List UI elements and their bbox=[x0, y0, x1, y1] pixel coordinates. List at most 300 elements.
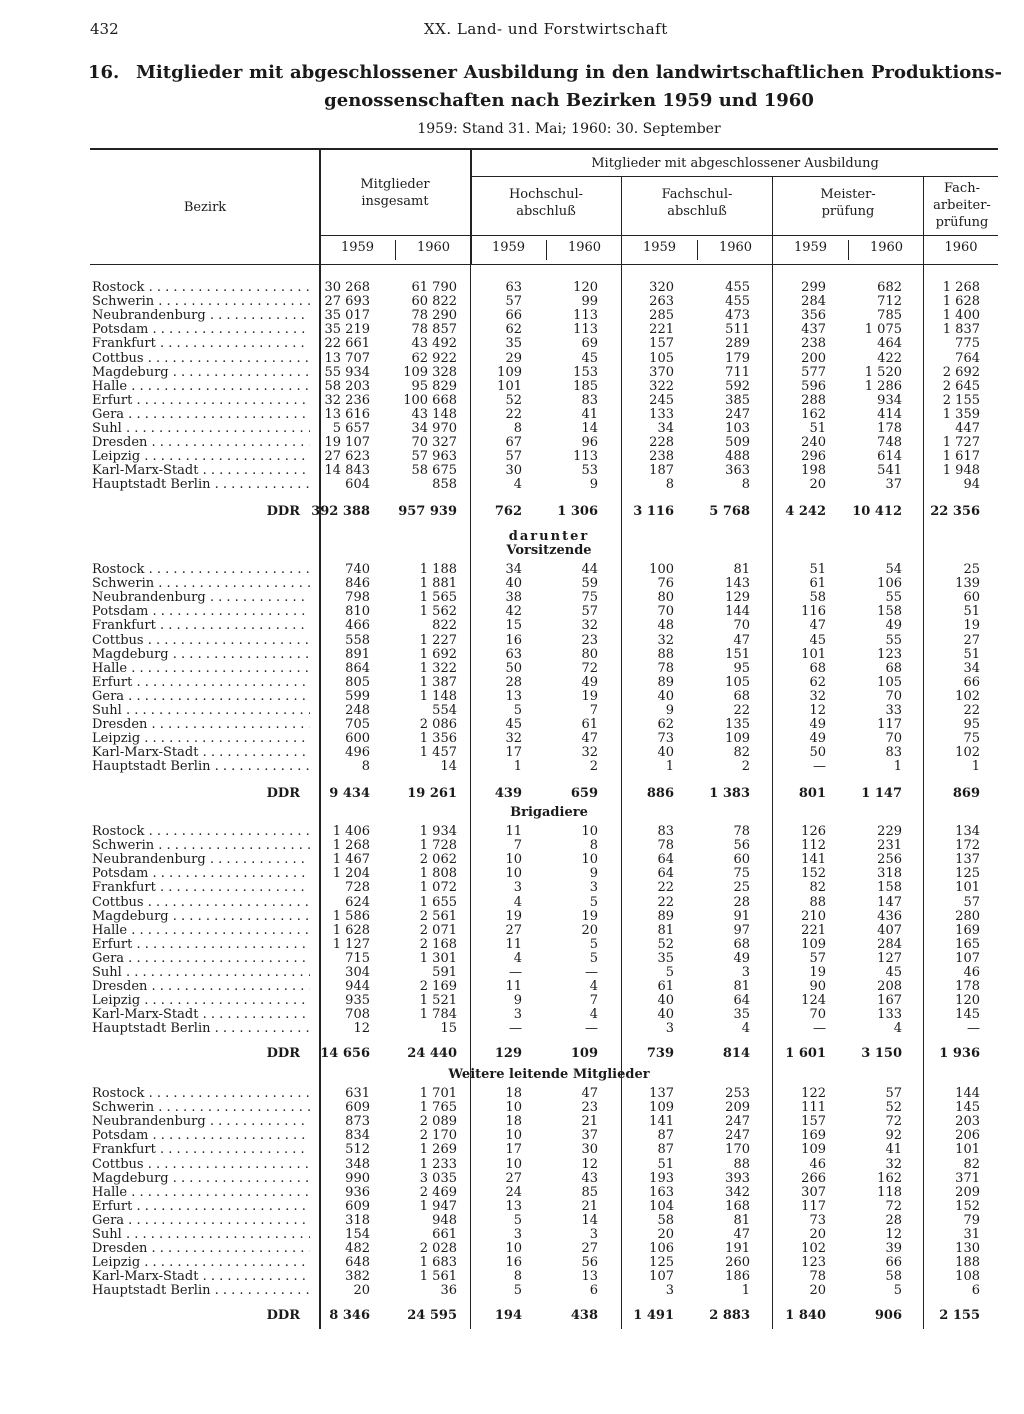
cell-value: 1 948 bbox=[942, 463, 980, 479]
cell-value: 178 bbox=[955, 979, 980, 995]
cell-value: 382 bbox=[345, 1269, 370, 1285]
cell-value: 70 bbox=[885, 731, 902, 747]
cell-value: 1 520 bbox=[864, 364, 902, 380]
cell-value: 32 bbox=[505, 731, 522, 747]
cell-value: 57 bbox=[505, 449, 522, 465]
cell-value: 19 bbox=[505, 908, 522, 924]
cell-value: 370 bbox=[649, 364, 674, 380]
cell-value: 19 107 bbox=[324, 435, 370, 451]
cell-value: 16 bbox=[505, 1255, 522, 1271]
cell-value: 57 bbox=[963, 894, 980, 910]
cell-value: 92 bbox=[885, 1128, 902, 1144]
cell-value: 1 301 bbox=[419, 950, 457, 966]
cell-value: 186 bbox=[725, 1269, 750, 1285]
cell-value: 123 bbox=[801, 1255, 826, 1271]
cell-value: 1 269 bbox=[419, 1142, 457, 1158]
cell-value: 3 bbox=[513, 1227, 522, 1242]
table-row bbox=[0, 591, 1024, 605]
cell-value: 11 bbox=[505, 936, 522, 952]
header-year-1960-fachschul: 1960 bbox=[718, 240, 753, 255]
total-value: 24 595 bbox=[407, 1308, 457, 1323]
total-row bbox=[0, 1047, 1024, 1061]
cell-value: 61 bbox=[657, 979, 674, 995]
total-row bbox=[0, 787, 1024, 801]
cell-value: 109 bbox=[497, 364, 522, 380]
table-title-line-2: genossenschaften nach Bezirken 1959 und 1960 bbox=[324, 90, 814, 111]
cell-value: 73 bbox=[809, 1212, 826, 1228]
header-rule-years bbox=[320, 235, 998, 236]
cell-value: 51 bbox=[809, 421, 826, 436]
cell-value: 1 808 bbox=[419, 866, 457, 882]
cell-value: 3 bbox=[665, 1283, 674, 1299]
bezirk-label: Suhl . . . bbox=[92, 1228, 310, 1242]
cell-value: — bbox=[813, 1021, 826, 1037]
table-row bbox=[0, 478, 1024, 492]
cell-value: 141 bbox=[801, 852, 826, 868]
cell-value: 100 bbox=[649, 562, 674, 577]
cell-value: 22 bbox=[505, 406, 522, 422]
cell-value: 170 bbox=[725, 1142, 750, 1158]
cell-value: 17 bbox=[505, 745, 522, 761]
cell-value: 1 188 bbox=[419, 562, 457, 577]
cell-value: 40 bbox=[657, 688, 674, 704]
cell-value: 111 bbox=[801, 1100, 826, 1116]
cell-value: 6 bbox=[589, 1283, 598, 1299]
table-row bbox=[0, 746, 1024, 760]
cell-value: 32 bbox=[581, 745, 598, 761]
cell-value: 72 bbox=[581, 660, 598, 676]
total-label: DDR bbox=[266, 504, 300, 519]
bezirk-label: Hauptstadt Berlin . . . bbox=[92, 1284, 310, 1298]
cell-value: 27 bbox=[963, 632, 980, 648]
total-value: 1 491 bbox=[633, 1308, 674, 1323]
cell-value: 1 233 bbox=[419, 1156, 457, 1172]
table-row bbox=[0, 436, 1024, 450]
cell-value: 58 675 bbox=[411, 463, 457, 479]
total-row bbox=[0, 505, 1024, 519]
table-row bbox=[0, 1158, 1024, 1172]
table-row bbox=[0, 896, 1024, 910]
header-hochschul: Hochschul-abschluß bbox=[508, 187, 584, 219]
cell-value: 18 bbox=[505, 1114, 522, 1130]
cell-value: 247 bbox=[725, 1114, 750, 1130]
cell-value: 41 bbox=[885, 1142, 902, 1158]
table-row bbox=[0, 619, 1024, 633]
cell-value: 1 286 bbox=[864, 378, 902, 394]
cell-value: 322 bbox=[649, 378, 674, 394]
cell-value: 28 bbox=[505, 674, 522, 690]
total-row bbox=[0, 1309, 1024, 1323]
cell-value: 798 bbox=[345, 590, 370, 606]
cell-value: 82 bbox=[809, 880, 826, 896]
cell-value: 231 bbox=[877, 838, 902, 854]
cell-value: 70 bbox=[809, 1007, 826, 1023]
cell-value: 62 922 bbox=[411, 350, 457, 366]
cell-value: 22 bbox=[733, 703, 750, 718]
cell-value: 1 bbox=[893, 759, 902, 775]
bezirk-label: Schwerin . . . bbox=[92, 1101, 310, 1115]
cell-value: 137 bbox=[955, 852, 980, 868]
cell-value: 577 bbox=[801, 364, 826, 380]
cell-value: 75 bbox=[963, 731, 980, 747]
cell-value: 82 bbox=[733, 745, 750, 761]
cell-value: 712 bbox=[877, 294, 902, 310]
cell-value: 58 bbox=[657, 1212, 674, 1228]
cell-value: 437 bbox=[801, 322, 826, 338]
cell-value: 1 784 bbox=[419, 1007, 457, 1023]
total-value: 3 116 bbox=[633, 504, 674, 519]
cell-value: 191 bbox=[725, 1241, 750, 1257]
table-row bbox=[0, 634, 1024, 648]
cell-value: 284 bbox=[877, 936, 902, 952]
cell-value: 116 bbox=[801, 604, 826, 620]
cell-value: 43 492 bbox=[411, 336, 457, 352]
total-value: 814 bbox=[722, 1046, 750, 1061]
total-value: 8 346 bbox=[329, 1308, 370, 1323]
table-row bbox=[0, 1284, 1024, 1298]
cell-value: 496 bbox=[345, 745, 370, 761]
total-value: 1 147 bbox=[861, 786, 902, 801]
table-number: 16. bbox=[88, 62, 120, 83]
cell-value: 125 bbox=[649, 1255, 674, 1271]
cell-value: 10 bbox=[505, 866, 522, 882]
cell-value: 27 bbox=[581, 1241, 598, 1257]
cell-value: 1 701 bbox=[419, 1086, 457, 1101]
cell-value: 17 bbox=[505, 1142, 522, 1158]
cell-value: 12 bbox=[581, 1156, 598, 1172]
cell-value: 81 bbox=[733, 1212, 750, 1228]
cell-value: 8 bbox=[741, 477, 750, 493]
cell-value: 2 645 bbox=[942, 378, 980, 394]
table-row bbox=[0, 1242, 1024, 1256]
cell-value: 34 bbox=[657, 421, 674, 436]
cell-value: 284 bbox=[801, 294, 826, 310]
cell-value: 52 bbox=[657, 936, 674, 952]
cell-value: 60 822 bbox=[411, 294, 457, 310]
cell-value: 5 bbox=[513, 703, 522, 718]
cell-value: 81 bbox=[733, 979, 750, 995]
cell-value: 143 bbox=[725, 576, 750, 592]
total-value: 5 768 bbox=[709, 504, 750, 519]
bezirk-label: Magdeburg . . . bbox=[92, 366, 310, 380]
cell-value: 47 bbox=[581, 731, 598, 747]
cell-value: 748 bbox=[877, 435, 902, 451]
cell-value: 604 bbox=[345, 477, 370, 493]
table-row bbox=[0, 1214, 1024, 1228]
bezirk-label: Cottbus . . . bbox=[92, 896, 310, 910]
total-value: 109 bbox=[570, 1046, 598, 1061]
cell-value: 76 bbox=[657, 576, 674, 592]
total-value: 957 939 bbox=[398, 504, 457, 519]
cell-value: 5 657 bbox=[332, 421, 370, 436]
cell-value: 157 bbox=[649, 336, 674, 352]
cell-value: 198 bbox=[801, 463, 826, 479]
table-row bbox=[0, 337, 1024, 351]
cell-value: 260 bbox=[725, 1255, 750, 1271]
cell-value: 3 bbox=[513, 880, 522, 896]
cell-value: 2 469 bbox=[419, 1184, 457, 1200]
cell-value: 18 bbox=[505, 1086, 522, 1101]
bezirk-label: Potsdam . . . bbox=[92, 867, 310, 881]
cell-value: 318 bbox=[345, 1212, 370, 1228]
cell-value: 10 bbox=[581, 852, 598, 868]
cell-value: 3 bbox=[741, 965, 750, 980]
cell-value: 221 bbox=[801, 922, 826, 938]
cell-value: 2 561 bbox=[419, 908, 457, 924]
bezirk-label: Rostock . . . bbox=[92, 563, 310, 577]
cell-value: 3 bbox=[589, 880, 598, 896]
cell-value: 805 bbox=[345, 674, 370, 690]
cell-value: 1 947 bbox=[419, 1198, 457, 1214]
bezirk-label: Potsdam . . . bbox=[92, 1129, 310, 1143]
cell-value: 209 bbox=[725, 1100, 750, 1116]
total-value: 24 440 bbox=[407, 1046, 457, 1061]
table-row bbox=[0, 980, 1024, 994]
cell-value: 45 bbox=[809, 632, 826, 648]
cell-value: 14 843 bbox=[324, 463, 370, 479]
cell-value: 57 bbox=[809, 950, 826, 966]
cell-value: 599 bbox=[345, 688, 370, 704]
cell-value: 318 bbox=[877, 866, 902, 882]
table-row bbox=[0, 966, 1024, 980]
cell-value: 49 bbox=[809, 717, 826, 733]
cell-value: 2 028 bbox=[419, 1241, 457, 1257]
total-value: 886 bbox=[646, 786, 674, 801]
cell-value: 55 bbox=[885, 590, 902, 606]
table-row bbox=[0, 366, 1024, 380]
cell-value: 39 bbox=[885, 1241, 902, 1257]
bezirk-label: Rostock . . . bbox=[92, 1087, 310, 1101]
bezirk-label: Erfurt . . . bbox=[92, 676, 310, 690]
cell-value: 1 406 bbox=[332, 824, 370, 839]
cell-value: 31 bbox=[963, 1227, 980, 1242]
cell-value: 51 bbox=[657, 1156, 674, 1172]
cell-value: 103 bbox=[725, 421, 750, 436]
cell-value: 70 bbox=[657, 604, 674, 620]
cell-value: 16 bbox=[505, 632, 522, 648]
header-year-1959-insgesamt: 1959 bbox=[340, 240, 375, 255]
cell-value: 54 bbox=[885, 562, 902, 577]
table-row bbox=[0, 718, 1024, 732]
cell-value: 7 bbox=[589, 993, 598, 1009]
table-row bbox=[0, 760, 1024, 774]
total-value: 2 155 bbox=[939, 1308, 980, 1323]
cell-value: 221 bbox=[649, 322, 674, 338]
cell-value: 153 bbox=[573, 364, 598, 380]
cell-value: 936 bbox=[345, 1184, 370, 1200]
cell-value: 1 521 bbox=[419, 993, 457, 1009]
cell-value: 705 bbox=[345, 717, 370, 733]
cell-value: 43 bbox=[581, 1170, 598, 1186]
cell-value: 117 bbox=[877, 717, 902, 733]
cell-value: 708 bbox=[345, 1007, 370, 1023]
cell-value: 228 bbox=[649, 435, 674, 451]
page-number: 432 bbox=[90, 20, 119, 38]
cell-value: 58 203 bbox=[324, 378, 370, 394]
cell-value: 592 bbox=[725, 378, 750, 394]
cell-value: 78 857 bbox=[411, 322, 457, 338]
total-value: 129 bbox=[494, 1046, 522, 1061]
cell-value: 1 628 bbox=[942, 294, 980, 310]
cell-value: 245 bbox=[649, 392, 674, 408]
header-group: Mitglieder mit abgeschlossener Ausbildung bbox=[591, 156, 879, 171]
bezirk-label: Neubrandenburg . . . bbox=[92, 853, 310, 867]
cell-value: 78 bbox=[657, 660, 674, 676]
cell-value: 35 bbox=[505, 336, 522, 352]
cell-value: 1 bbox=[971, 759, 980, 775]
cell-value: 1 268 bbox=[332, 838, 370, 854]
cell-value: 109 bbox=[725, 731, 750, 747]
cell-value: 34 bbox=[505, 562, 522, 577]
bezirk-label: Neubrandenburg . . . bbox=[92, 309, 310, 323]
cell-value: 307 bbox=[801, 1184, 826, 1200]
cell-value: 1 227 bbox=[419, 632, 457, 648]
cell-value: 9 bbox=[589, 866, 598, 882]
cell-value: 25 bbox=[963, 562, 980, 577]
cell-value: 78 bbox=[733, 824, 750, 839]
cell-value: 1 765 bbox=[419, 1100, 457, 1116]
cell-value: 162 bbox=[877, 1170, 902, 1186]
cell-value: 715 bbox=[345, 950, 370, 966]
cell-value: 105 bbox=[725, 674, 750, 690]
cell-value: 288 bbox=[801, 392, 826, 408]
cell-value: 101 bbox=[497, 378, 522, 394]
cell-value: 4 bbox=[741, 1021, 750, 1037]
bezirk-label: Suhl . . . bbox=[92, 966, 310, 980]
cell-value: 934 bbox=[877, 392, 902, 408]
cell-value: 3 035 bbox=[419, 1170, 457, 1186]
table-row bbox=[0, 295, 1024, 309]
cell-value: 393 bbox=[725, 1170, 750, 1186]
cell-value: 79 bbox=[963, 1212, 980, 1228]
cell-value: 30 bbox=[505, 463, 522, 479]
cell-value: 64 bbox=[657, 866, 674, 882]
section-2-heading: darunter bbox=[508, 529, 590, 544]
header-year-1959-fachschul: 1959 bbox=[642, 240, 677, 255]
cell-value: 1 565 bbox=[419, 590, 457, 606]
cell-value: 648 bbox=[345, 1255, 370, 1271]
cell-value: 299 bbox=[801, 280, 826, 295]
cell-value: 810 bbox=[345, 604, 370, 620]
cell-value: 248 bbox=[345, 703, 370, 718]
cell-value: 1 075 bbox=[864, 322, 902, 338]
section-4-heading: Weitere leitende Mitglieder bbox=[448, 1067, 650, 1082]
cell-value: 51 bbox=[963, 604, 980, 620]
table-row bbox=[0, 1115, 1024, 1129]
total-value: 1 383 bbox=[709, 786, 750, 801]
cell-value: 102 bbox=[955, 745, 980, 761]
cell-value: 2 071 bbox=[419, 922, 457, 938]
cell-value: 482 bbox=[345, 1241, 370, 1257]
table-row bbox=[0, 952, 1024, 966]
cell-value: 30 268 bbox=[324, 280, 370, 295]
cell-value: 14 bbox=[581, 421, 598, 436]
cell-value: 81 bbox=[657, 922, 674, 938]
cell-value: 124 bbox=[801, 993, 826, 1009]
cell-value: 407 bbox=[877, 922, 902, 938]
cell-value: 100 668 bbox=[403, 392, 457, 408]
cell-value: 89 bbox=[657, 674, 674, 690]
header-year-1960-insgesamt: 1960 bbox=[416, 240, 451, 255]
cell-value: 99 bbox=[581, 294, 598, 310]
cell-value: 32 bbox=[581, 618, 598, 634]
cell-value: 488 bbox=[725, 449, 750, 465]
cell-value: 371 bbox=[955, 1170, 980, 1186]
cell-value: 8 bbox=[513, 421, 522, 436]
bezirk-label: Halle . . . bbox=[92, 662, 310, 676]
total-value: 906 bbox=[874, 1308, 902, 1323]
cell-value: 558 bbox=[345, 632, 370, 648]
cell-value: 206 bbox=[955, 1128, 980, 1144]
cell-value: 6 bbox=[971, 1283, 980, 1299]
cell-value: 35 219 bbox=[324, 322, 370, 338]
cell-value: 27 bbox=[505, 922, 522, 938]
cell-value: 66 bbox=[505, 308, 522, 324]
cell-value: 40 bbox=[657, 993, 674, 1009]
cell-value: 55 bbox=[885, 632, 902, 648]
bezirk-label: Schwerin . . . bbox=[92, 839, 310, 853]
cell-value: 1 561 bbox=[419, 1269, 457, 1285]
table-row bbox=[0, 881, 1024, 895]
cell-value: 19 bbox=[581, 908, 598, 924]
bezirk-label: Erfurt . . . bbox=[92, 1200, 310, 1214]
bezirk-label: Erfurt . . . bbox=[92, 938, 310, 952]
cell-value: 2 bbox=[589, 759, 598, 775]
table-row bbox=[0, 380, 1024, 394]
cell-value: 63 bbox=[505, 646, 522, 662]
cell-value: 1 359 bbox=[942, 406, 980, 422]
cell-value: 609 bbox=[345, 1198, 370, 1214]
cell-value: 120 bbox=[955, 993, 980, 1009]
cell-value: 46 bbox=[963, 965, 980, 980]
cell-value: 66 bbox=[885, 1255, 902, 1271]
table-row bbox=[0, 408, 1024, 422]
table-row bbox=[0, 309, 1024, 323]
cell-value: 120 bbox=[573, 280, 598, 295]
total-value: 14 656 bbox=[320, 1046, 370, 1061]
cell-value: 990 bbox=[345, 1170, 370, 1186]
cell-value: 13 bbox=[505, 688, 522, 704]
cell-value: 179 bbox=[725, 350, 750, 366]
bezirk-label: Cottbus . . . bbox=[92, 1158, 310, 1172]
bezirk-label: Dresden . . . bbox=[92, 1242, 310, 1256]
cell-value: 247 bbox=[725, 1128, 750, 1144]
cell-value: 50 bbox=[505, 660, 522, 676]
cell-value: 935 bbox=[345, 993, 370, 1009]
cell-value: 95 bbox=[733, 660, 750, 676]
cell-value: 1 837 bbox=[942, 322, 980, 338]
bezirk-label: Cottbus . . . bbox=[92, 352, 310, 366]
bezirk-label: Dresden . . . bbox=[92, 980, 310, 994]
cell-value: 55 934 bbox=[324, 364, 370, 380]
cell-value: 20 bbox=[581, 922, 598, 938]
cell-value: 280 bbox=[955, 908, 980, 924]
cell-value: 47 bbox=[733, 632, 750, 648]
cell-value: 10 bbox=[505, 1156, 522, 1172]
bezirk-label: Gera . . . bbox=[92, 952, 310, 966]
cell-value: 21 bbox=[581, 1198, 598, 1214]
cell-value: 32 bbox=[809, 688, 826, 704]
table-row bbox=[0, 690, 1024, 704]
table-row bbox=[0, 1200, 1024, 1214]
cell-value: 2 170 bbox=[419, 1128, 457, 1144]
table-row bbox=[0, 924, 1024, 938]
cell-value: 47 bbox=[809, 618, 826, 634]
cell-value: 61 bbox=[581, 717, 598, 733]
cell-value: 422 bbox=[877, 350, 902, 366]
cell-value: 363 bbox=[725, 463, 750, 479]
cell-value: 8 bbox=[665, 477, 674, 493]
